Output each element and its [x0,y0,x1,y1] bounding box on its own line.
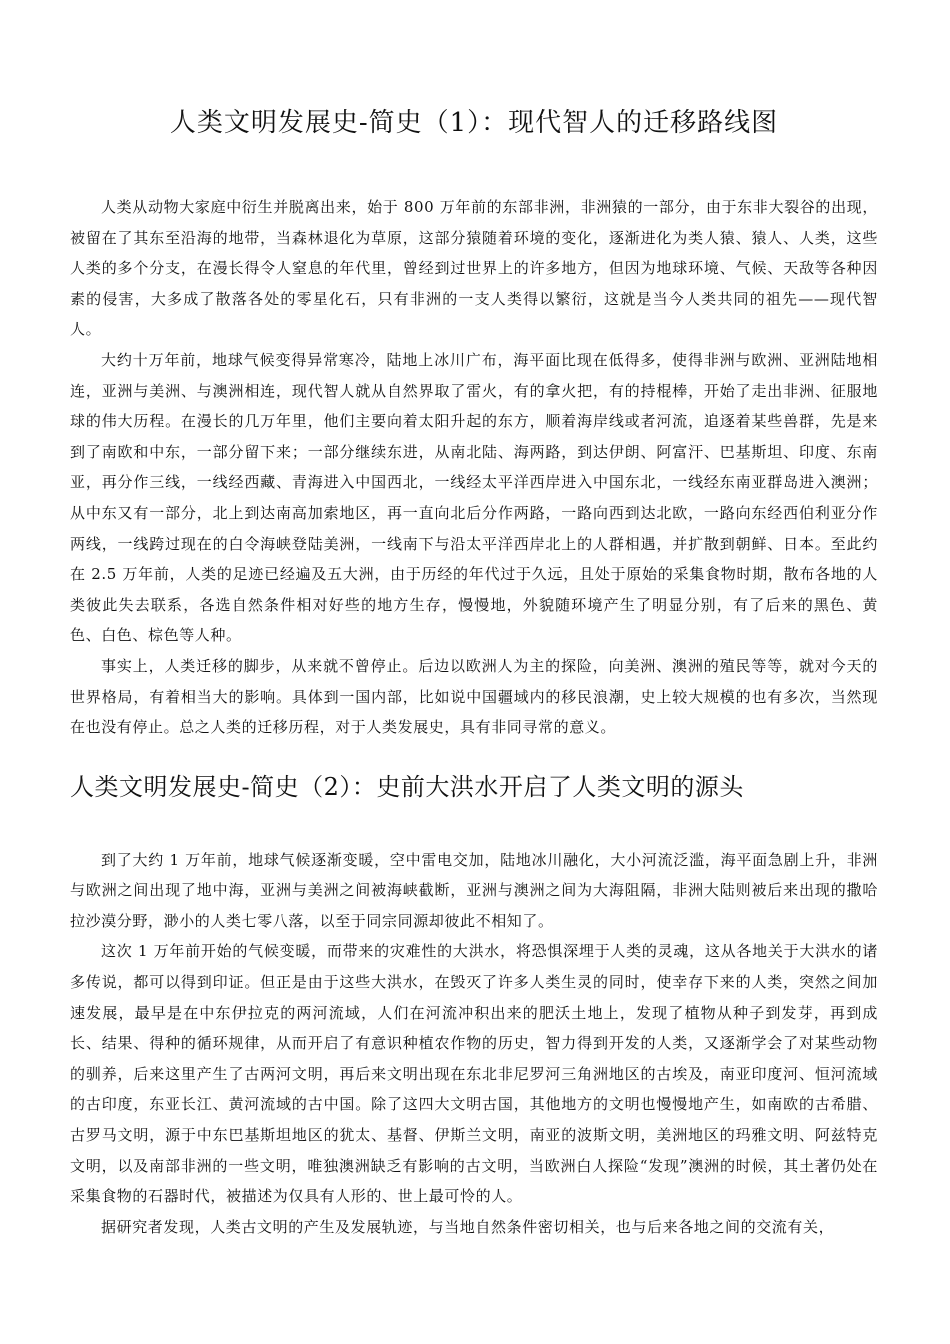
article-section-1 [70,192,878,743]
article-title-2: 人类文明发展史-简史（2）：史前大洪水开启了人类文明的源头 [70,772,744,801]
article-title-1: 人类文明发展史-简史（1）：现代智人的迁移路线图 [169,108,779,138]
paragraph: 这次 1 万年前开始的气候变暖，而带来的灾难性的大洪水，将恐惧深埋于人类的灵魂，这从各地关于大洪水的诸多传说，都可以得到印证。但正是由于这些大洪水，在毁灭了许多人类生灵的同时，使幸存下来的人类，突然之间加速发展，最早是在中东伊拉克的两河流域，人们在河流冲积出来的肥沃土地上，发现了植物从种子到发芽，再到成长、结果、得种的循环规律，从而开启了有意识种植农作物的历史，智力得到开发的人类，又逐渐学会了对某些动物的驯养，后来这里产生了古两河文明，再后来文明出现在东北非尼罗河三角洲地区的古埃及，南亚印度河、恒河流域的古印度，东亚长江、黄河流域的古中国。除了这四大文明古国，其他地方的文明也慢慢地产生，如南欧的古希腊、古罗马文明，源于中东巴基斯坦地区的犹太、基督、伊斯兰文明，南亚的波斯文明，美洲地区的玛雅文明、阿兹特克文明，以及南部非洲的一些文明，唯独澳洲缺乏有影响的古文明，当欧洲白人探险“发现”澳洲的时候，其土著仍处在采集食物的石器时代，被描述为仅具有人形的、世上最可怜的人。 [70,942,878,1206]
paragraph: 事实上，人类迁移的脚步，从来就不曾停止。后边以欧洲人为主的探险，向美洲、澳洲的殖民等等，就对今天的世界格局，有着相当大的影响。具体到一国内部，比如说中国疆域内的移民浪潮，史上较大规模的也有多次，当然现在也没有停止。总之人类的迁移历程，对于人类发展史，具有非同寻常的意义。 [70,656,878,737]
paragraph: 据研究者发现，人类古文明的产生及发展轨迹，与当地自然条件密切相关，也与后来各地之间的交流有关， [101,1217,835,1236]
paragraph: 到了大约 1 万年前，地球气候逐渐变暖，空中雷电交加，陆地冰川融化，大小河流泛滥，海平面急剧上升，非洲与欧洲之间出现了地中海，亚洲与美洲之间被海峡截断，亚洲与澳洲之间为大海阻隔，非洲大陆则被后来出现的撒哈拉沙漠分野，渺小的人类七零八落，以至于同宗同源却彼此不相知了。 [70,850,878,930]
paragraph: 人类从动物大家庭中衍生并脱离出来，始于 800 万年前的东部非洲，非洲猿的一部分，由于东非大裂谷的出现，被留在了其东至沿海的地带，当森林退化为草原，这部分猿随着环境的变化，逐渐进化为类人猿、猿人、人类，这些人类的多个分支，在漫长得令人窒息的年代里，曾经到过世界上的许多地方，但因为地球环境、气候、天敌等各种因素的侵害，大多成了散落各处的零星化石，只有非洲的一支人类得以繁衍，这就是当今人类共同的祖先——现代智人。 [70,198,878,339]
article-section-2 [70,845,878,1243]
paragraph: 大约十万年前，地球气候变得异常寒冷，陆地上冰川广布，海平面比现在低得多，使得非洲与欧洲、亚洲陆地相连，亚洲与美洲、与澳洲相连，现代智人就从自然界取了雷火，有的拿火把，有的持棍棒，开始了走出非洲、征服地球的伟大历程。在漫长的几万年里，他们主要向着太阳升起的东方，顺着海岸线或者河流，追逐着某些兽群，先是来到了南欧和中东，一部分留下来；一部分继续东进，从南北陆、海两路，到达伊朗、阿富汗、巴基斯坦、印度、东南亚，再分作三线，一线经西藏、青海进入中国西北，一线经太平洋西岸进入中国东北，一线经东南亚群岛进入澳洲；从中东又有一部分，北上到达南高加索地区，再一直向北后分作两路，一路向西到达北欧，一路向东经西伯利亚分作两线，一线跨过现在的白令海峡登陆美洲，一线南下与沿太平洋西岸北上的人群相遇，并扩散到朝鲜、日本。至此约在 2.5 万年前，人类的足迹已经遍及五大洲，由于历经的年代过于久远，且处于原始的采集食物时期，散布各地的人类彼此失去联系，各选自然条件相对好些的地方生存，慢慢地，外貌随环境产生了明显分别，有了后来的黑色、黄色、白色、棕色等人种。 [70,350,878,645]
